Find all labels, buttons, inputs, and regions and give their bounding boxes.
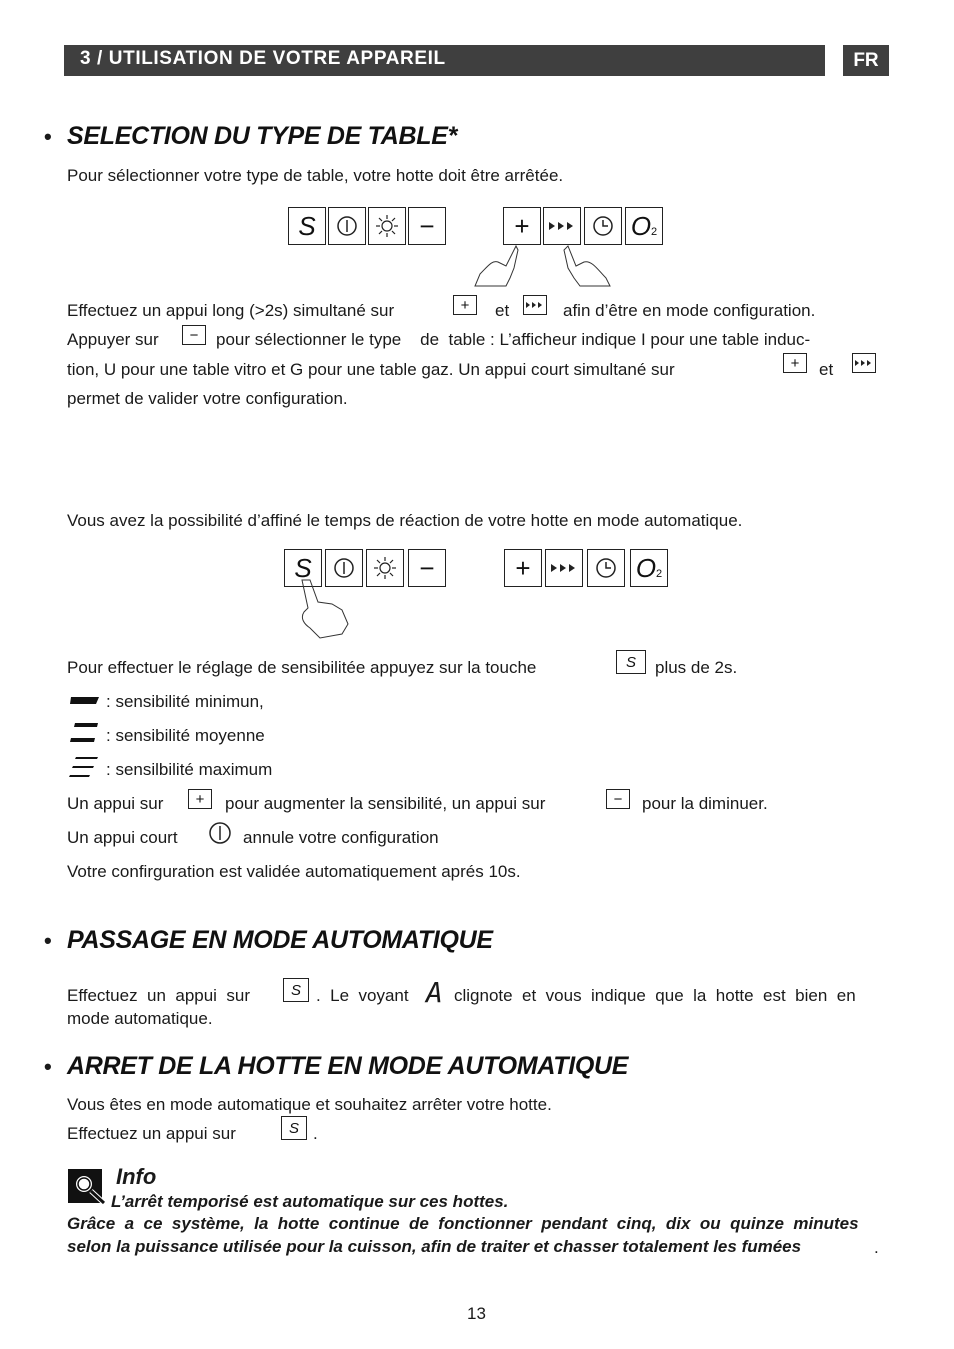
hand-press-icon bbox=[296, 578, 352, 640]
text-line: Effectuez un appui sur bbox=[67, 986, 251, 1005]
boost-icon bbox=[852, 353, 876, 373]
plus-key-icon: + bbox=[453, 295, 477, 315]
text-line: Un appui sur bbox=[67, 794, 164, 813]
text-line: clignote et vous indique que la hotte est bien en bbox=[454, 986, 856, 1005]
text-line: permet de valider votre configuration. bbox=[67, 389, 348, 408]
info-line-end: . bbox=[874, 1238, 879, 1257]
text-line: Un appui court bbox=[67, 828, 178, 847]
text-line: Effectuez un appui sur bbox=[67, 1124, 236, 1143]
info-line: L’arrêt temporisé est automatique sur ces hottes. bbox=[111, 1192, 509, 1211]
text-line: et bbox=[495, 301, 510, 320]
o2-key-icon: O 2 bbox=[625, 207, 663, 245]
text-line: Appuyer sur bbox=[67, 330, 159, 349]
minus-key-icon: − bbox=[606, 789, 630, 809]
info-title: Info bbox=[116, 1164, 157, 1189]
info-line: Grâce a ce système, la hotte continue de fonctionner pendant cinq, dix ou quinze minutes bbox=[67, 1214, 859, 1233]
plus-key-icon: + bbox=[503, 207, 541, 245]
bullet: • bbox=[44, 928, 52, 953]
plus-key-icon: + bbox=[188, 789, 212, 809]
text-line: : sensilbilité maximum bbox=[106, 760, 273, 779]
power-icon bbox=[328, 207, 366, 245]
language-badge: FR bbox=[843, 45, 889, 76]
text-line: . bbox=[313, 1124, 318, 1143]
section-title-auto-stop: ARRET DE LA HOTTE EN MODE AUTOMATIQUE bbox=[67, 1052, 629, 1080]
s-key-icon: S bbox=[284, 549, 322, 587]
bullet: • bbox=[44, 124, 52, 149]
minus-key-icon: − bbox=[182, 325, 206, 345]
text-line: pour augmenter la sensibilité, un appui sur bbox=[225, 794, 546, 813]
minus-key-icon: − bbox=[408, 207, 446, 245]
plus-key-icon: + bbox=[783, 353, 807, 373]
plus-key-icon: + bbox=[504, 549, 542, 587]
auto-indicator-icon: A bbox=[426, 976, 443, 1009]
text-line: afin d’être en mode configuration. bbox=[563, 301, 816, 320]
text-line: et bbox=[819, 360, 834, 379]
text-line: : sensibilité moyenne bbox=[106, 726, 265, 745]
s-key-icon: S bbox=[281, 1116, 307, 1140]
text-line: plus de 2s. bbox=[655, 658, 738, 677]
text-line: Pour effectuer le réglage de sensibilitée appuyez sur la touche bbox=[67, 658, 537, 677]
page-number: 13 bbox=[467, 1304, 486, 1323]
text-line: : sensibilité minimun, bbox=[106, 692, 264, 711]
text-line: pour la diminuer. bbox=[642, 794, 768, 813]
text-line: Votre confirguration est validée automatiquement aprés 10s. bbox=[67, 862, 521, 881]
section-header-title: 3 / UTILISATION DE VOTRE APPAREIL bbox=[80, 48, 446, 69]
sensitivity-max-icon bbox=[68, 756, 102, 780]
info-magnifier-icon bbox=[68, 1169, 108, 1205]
minus-key-icon: − bbox=[408, 549, 446, 587]
o2-key-icon: O 2 bbox=[630, 549, 668, 587]
section-title-auto-mode: PASSAGE EN MODE AUTOMATIQUE bbox=[67, 926, 493, 954]
text-line: . Le voyant bbox=[316, 986, 409, 1005]
sensitivity-min-icon bbox=[68, 694, 102, 708]
s-key-icon: S bbox=[283, 978, 309, 1002]
text-line: Effectuez un appui long (>2s) simultané sur bbox=[67, 301, 395, 320]
light-icon bbox=[368, 207, 406, 245]
boost-icon bbox=[523, 295, 547, 315]
section-title-table-type: SELECTION DU TYPE DE TABLE* bbox=[67, 122, 458, 150]
info-line: selon la puissance utilisée pour la cuisson, afin de traiter et chasser totalement les fumées bbox=[67, 1237, 802, 1256]
paragraph: Pour sélectionner votre type de table, votre hotte doit être arrêtée. bbox=[67, 166, 564, 185]
power-icon bbox=[208, 821, 232, 845]
text-line: annule votre configuration bbox=[243, 828, 439, 847]
text-line: mode automatique. bbox=[67, 1009, 213, 1028]
bullet: • bbox=[44, 1054, 52, 1079]
paragraph: Vous avez la possibilité d’affiné le temps de réaction de votre hotte en mode automatique. bbox=[67, 511, 743, 530]
text-line: Vous êtes en mode automatique et souhaitez arrêter votre hotte. bbox=[67, 1095, 552, 1114]
s-key-icon: S bbox=[288, 207, 326, 245]
text-line: pour sélectionner le type de table : L’afficheur indique I pour une table induc- bbox=[216, 330, 811, 349]
hand-press-icon bbox=[470, 240, 615, 290]
boost-icon bbox=[545, 549, 583, 587]
s-key-icon: S bbox=[616, 650, 646, 674]
timer-icon bbox=[587, 549, 625, 587]
text-line: tion, U pour une table vitro et G pour une table gaz. Un appui court simultané sur bbox=[67, 360, 675, 379]
light-icon bbox=[366, 549, 404, 587]
sensitivity-mid-icon bbox=[68, 722, 102, 744]
